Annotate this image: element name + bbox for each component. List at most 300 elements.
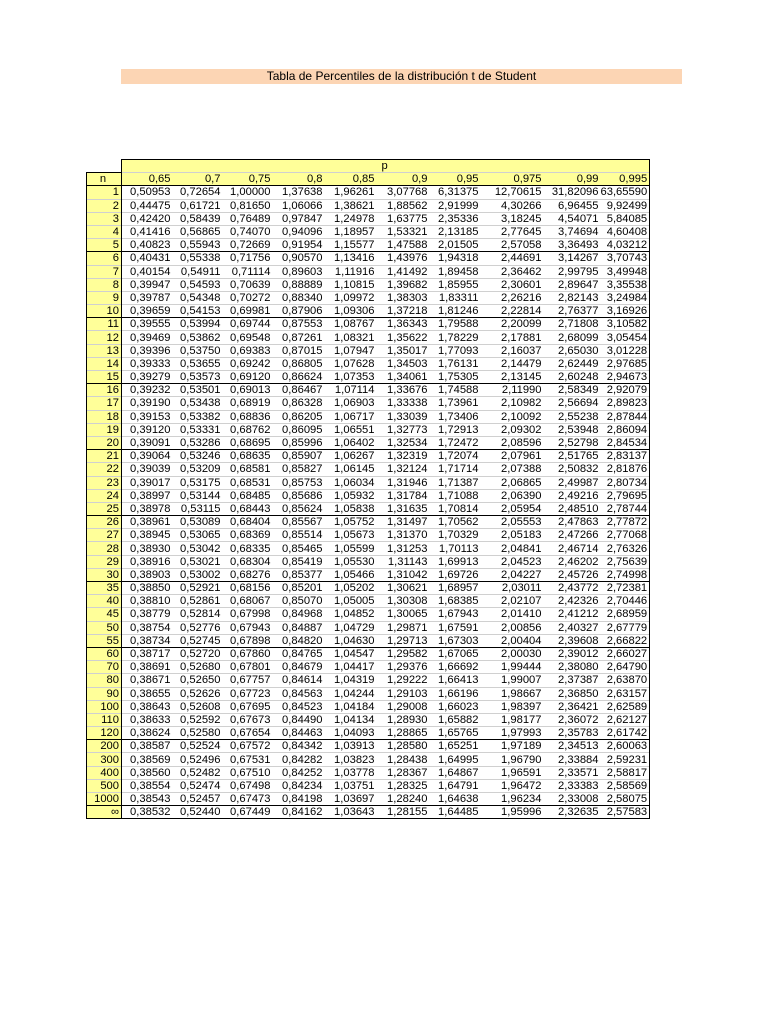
value-cell: 2,47863	[544, 516, 601, 529]
value-cell: 1,06066	[273, 199, 325, 212]
value-cell: 1,15577	[325, 239, 377, 252]
table-row	[87, 595, 650, 608]
value-cell: 0,50953	[122, 186, 173, 199]
value-cell: 0,71114	[223, 265, 273, 278]
value-cell: 0,52496	[173, 753, 223, 766]
value-cell: 1,71714	[430, 463, 481, 476]
value-cell: 0,52592	[173, 713, 223, 726]
value-cell: 1,33338	[377, 397, 430, 410]
table-row	[87, 291, 650, 304]
value-cell: 1,32773	[377, 423, 430, 436]
value-cell: 2,16037	[481, 344, 544, 357]
value-cell: 2,49216	[544, 489, 601, 502]
row-n-cell: 30	[87, 568, 122, 581]
value-cell: 1,66413	[430, 674, 481, 687]
value-cell: 0,38850	[122, 582, 173, 595]
value-cell: 1,72074	[430, 450, 481, 463]
value-cell: 1,71088	[430, 489, 481, 502]
value-cell: 0,53573	[173, 371, 223, 384]
value-cell: 0,69548	[223, 331, 273, 344]
value-cell: 0,76489	[223, 212, 273, 225]
value-cell: 0,52580	[173, 727, 223, 740]
value-cell: 2,89823	[601, 397, 650, 410]
row-n-cell: 4	[87, 225, 122, 238]
value-cell: 1,29713	[377, 634, 430, 647]
value-cell: 2,58817	[601, 766, 650, 779]
value-cell: 1,77093	[430, 344, 481, 357]
row-n-cell: 200	[87, 740, 122, 753]
value-cell: 0,94096	[273, 225, 325, 238]
value-cell: 1,43976	[377, 252, 430, 265]
row-n-cell: 12	[87, 331, 122, 344]
value-cell: 1,96591	[481, 766, 544, 779]
value-cell: 2,51765	[544, 450, 601, 463]
row-n-cell: 120	[87, 727, 122, 740]
table-row	[87, 423, 650, 436]
value-cell: 0,52457	[173, 793, 223, 806]
value-cell: 1,04729	[325, 621, 377, 634]
value-cell: 2,04227	[481, 568, 544, 581]
value-cell: 1,89458	[430, 265, 481, 278]
value-cell: 2,14479	[481, 357, 544, 370]
value-cell: 2,91999	[430, 199, 481, 212]
table-row	[87, 278, 650, 291]
value-cell: 1,64995	[430, 753, 481, 766]
value-cell: 2,65030	[544, 344, 601, 357]
value-cell: 0,68156	[223, 582, 273, 595]
value-cell: 0,38543	[122, 793, 173, 806]
value-cell: 1,66196	[430, 687, 481, 700]
value-cell: 0,38569	[122, 753, 173, 766]
value-cell: 0,39787	[122, 291, 173, 304]
value-cell: 1,99007	[481, 674, 544, 687]
value-cell: 1,67943	[430, 608, 481, 621]
value-cell: 2,76377	[544, 305, 601, 318]
row-n-cell: 20	[87, 436, 122, 449]
value-cell: 2,55238	[544, 410, 601, 423]
value-cell: 1,05005	[325, 595, 377, 608]
value-cell: 1,31635	[377, 502, 430, 515]
value-cell: 2,36462	[481, 265, 544, 278]
value-cell: 2,84534	[601, 436, 650, 449]
row-n-cell: 35	[87, 582, 122, 595]
value-cell: 0,38671	[122, 674, 173, 687]
value-cell: 1,99444	[481, 661, 544, 674]
value-cell: 2,41212	[544, 608, 601, 621]
value-cell: 2,13145	[481, 371, 544, 384]
value-cell: 1,33039	[377, 410, 430, 423]
value-cell: 1,70562	[430, 516, 481, 529]
value-cell: 1,73406	[430, 410, 481, 423]
row-n-cell: 23	[87, 476, 122, 489]
column-header: 0,975	[481, 173, 544, 186]
row-n-cell: 110	[87, 713, 122, 726]
table-row	[87, 713, 650, 726]
value-cell: 1,70113	[430, 542, 481, 555]
value-cell: 0,72654	[173, 186, 223, 199]
table-row	[87, 661, 650, 674]
value-cell: 0,67673	[223, 713, 273, 726]
value-cell: 1,74588	[430, 384, 481, 397]
value-cell: 0,69013	[223, 384, 273, 397]
value-cell: 1,72472	[430, 436, 481, 449]
value-cell: 0,53438	[173, 397, 223, 410]
value-cell: 2,01505	[430, 239, 481, 252]
row-n-cell: 100	[87, 700, 122, 713]
value-cell: 3,14267	[544, 252, 601, 265]
value-cell: 0,85377	[273, 568, 325, 581]
value-cell: 0,58439	[173, 212, 223, 225]
value-cell: 0,52650	[173, 674, 223, 687]
value-cell: 2,80734	[601, 476, 650, 489]
value-cell: 1,18957	[325, 225, 377, 238]
table-row	[87, 318, 650, 331]
value-cell: 1,66692	[430, 661, 481, 674]
value-cell: 2,77872	[601, 516, 650, 529]
row-n-cell: 9	[87, 291, 122, 304]
column-header: 0,7	[173, 173, 223, 186]
value-cell: 3,70743	[601, 252, 650, 265]
value-cell: 0,52524	[173, 740, 223, 753]
value-cell: 0,89603	[273, 265, 325, 278]
value-cell: 0,53115	[173, 502, 223, 515]
row-n-cell: 500	[87, 779, 122, 792]
value-cell: 0,74070	[223, 225, 273, 238]
value-cell: 2,10982	[481, 397, 544, 410]
value-cell: 2,60063	[601, 740, 650, 753]
row-n-cell: 45	[87, 608, 122, 621]
value-cell: 1,31784	[377, 489, 430, 502]
value-cell: 0,53042	[173, 542, 223, 555]
value-cell: 3,18245	[481, 212, 544, 225]
value-cell: 0,67531	[223, 753, 273, 766]
value-cell: 4,60408	[601, 225, 650, 238]
value-cell: 5,84085	[601, 212, 650, 225]
value-cell: 1,37638	[273, 186, 325, 199]
value-cell: 1,10815	[325, 278, 377, 291]
value-cell: 1,05932	[325, 489, 377, 502]
value-cell: 2,77645	[481, 225, 544, 238]
value-cell: 0,39120	[122, 423, 173, 436]
value-cell: 2,04841	[481, 542, 544, 555]
value-cell: 2,26216	[481, 291, 544, 304]
table-row	[87, 727, 650, 740]
value-cell: 0,67998	[223, 608, 273, 621]
value-cell: 0,84523	[273, 700, 325, 713]
row-n-cell: 400	[87, 766, 122, 779]
value-cell: 0,53862	[173, 331, 223, 344]
value-cell: 0,68836	[223, 410, 273, 423]
value-cell: 1,29376	[377, 661, 430, 674]
value-cell: 0,52861	[173, 595, 223, 608]
value-cell: 1,96790	[481, 753, 544, 766]
value-cell: 2,59231	[601, 753, 650, 766]
value-cell: 1,96472	[481, 779, 544, 792]
value-cell: 1,31253	[377, 542, 430, 555]
value-cell: 1,72913	[430, 423, 481, 436]
value-cell: 1,03751	[325, 779, 377, 792]
value-cell: 1,70329	[430, 529, 481, 542]
value-cell: 0,67801	[223, 661, 273, 674]
column-header: 0,8	[273, 173, 325, 186]
value-cell: 1,29103	[377, 687, 430, 700]
value-cell: 63,65590	[601, 186, 650, 199]
value-cell: 1,05202	[325, 582, 377, 595]
value-cell: 2,57583	[601, 806, 650, 819]
value-cell: 0,39190	[122, 397, 173, 410]
value-cell: 1,11916	[325, 265, 377, 278]
table-row	[87, 555, 650, 568]
value-cell: 4,30266	[481, 199, 544, 212]
value-cell: 0,67723	[223, 687, 273, 700]
value-cell: 2,36850	[544, 687, 601, 700]
value-cell: 2,48510	[544, 502, 601, 515]
value-cell: 0,84614	[273, 674, 325, 687]
value-cell: 1,04852	[325, 608, 377, 621]
table-row	[87, 305, 650, 318]
value-cell: 1,96261	[325, 186, 377, 199]
value-cell: 0,71756	[223, 252, 273, 265]
value-cell: 2,70446	[601, 595, 650, 608]
row-n-cell: 7	[87, 265, 122, 278]
value-cell: 0,38978	[122, 502, 173, 515]
row-n-cell: 16	[87, 384, 122, 397]
value-cell: 0,53175	[173, 476, 223, 489]
value-cell: 0,53331	[173, 423, 223, 436]
value-cell: 0,84234	[273, 779, 325, 792]
value-cell: 0,52680	[173, 661, 223, 674]
value-cell: 0,67898	[223, 634, 273, 647]
value-cell: 0,69383	[223, 344, 273, 357]
value-cell: 1,05673	[325, 529, 377, 542]
value-cell: 1,85955	[430, 278, 481, 291]
value-cell: 2,39012	[544, 647, 601, 660]
table-row	[87, 463, 650, 476]
value-cell: 0,53750	[173, 344, 223, 357]
value-cell: 2,49987	[544, 476, 601, 489]
value-cell: 1,07353	[325, 371, 377, 384]
value-cell: 0,52776	[173, 621, 223, 634]
value-cell: 0,84282	[273, 753, 325, 766]
value-cell: 0,84342	[273, 740, 325, 753]
table-row	[87, 779, 650, 792]
table-row	[87, 621, 650, 634]
value-cell: 1,32124	[377, 463, 430, 476]
value-cell: 0,87015	[273, 344, 325, 357]
value-cell: 0,87553	[273, 318, 325, 331]
value-cell: 2,50832	[544, 463, 601, 476]
table-row	[87, 239, 650, 252]
value-cell: 0,87906	[273, 305, 325, 318]
value-cell: 1,03643	[325, 806, 377, 819]
row-n-cell: 17	[87, 397, 122, 410]
value-cell: 1,28240	[377, 793, 430, 806]
value-cell: 3,24984	[601, 291, 650, 304]
value-cell: 2,47266	[544, 529, 601, 542]
value-cell: 2,43772	[544, 582, 601, 595]
value-cell: 1,98397	[481, 700, 544, 713]
value-cell: 2,32635	[544, 806, 601, 819]
value-cell: 1,65765	[430, 727, 481, 740]
table-row	[87, 252, 650, 265]
table-row	[87, 634, 650, 647]
value-cell: 0,68581	[223, 463, 273, 476]
value-cell: 2,92079	[601, 384, 650, 397]
value-cell: 2,36072	[544, 713, 601, 726]
value-cell: 2,46714	[544, 542, 601, 555]
value-cell: 3,05454	[601, 331, 650, 344]
value-cell: 2,01410	[481, 608, 544, 621]
value-cell: 0,84463	[273, 727, 325, 740]
value-cell: 2,06865	[481, 476, 544, 489]
row-n-cell: ∞	[87, 806, 122, 819]
value-cell: 0,67572	[223, 740, 273, 753]
value-cell: 1,70814	[430, 502, 481, 515]
value-cell: 0,68531	[223, 476, 273, 489]
value-cell: 1,09306	[325, 305, 377, 318]
table-row	[87, 516, 650, 529]
table-row	[87, 199, 650, 212]
table-row	[87, 529, 650, 542]
value-cell: 3,74694	[544, 225, 601, 238]
value-cell: 0,67860	[223, 647, 273, 660]
value-cell: 0,39017	[122, 476, 173, 489]
row-n-cell: 5	[87, 239, 122, 252]
value-cell: 1,30621	[377, 582, 430, 595]
value-cell: 0,67510	[223, 766, 273, 779]
value-cell: 2,33571	[544, 766, 601, 779]
value-cell: 0,68635	[223, 450, 273, 463]
value-cell: 1,67303	[430, 634, 481, 647]
value-cell: 2,66027	[601, 647, 650, 660]
value-cell: 0,39091	[122, 436, 173, 449]
value-cell: 0,85465	[273, 542, 325, 555]
value-cell: 1,66023	[430, 700, 481, 713]
value-cell: 1,05466	[325, 568, 377, 581]
value-cell: 3,10582	[601, 318, 650, 331]
value-cell: 2,22814	[481, 305, 544, 318]
value-cell: 2,46202	[544, 555, 601, 568]
value-cell: 2,63870	[601, 674, 650, 687]
value-cell: 6,31375	[430, 186, 481, 199]
value-cell: 2,87844	[601, 410, 650, 423]
value-cell: 12,70615	[481, 186, 544, 199]
value-cell: 1,07947	[325, 344, 377, 357]
value-cell: 2,68099	[544, 331, 601, 344]
value-cell: 0,53994	[173, 318, 223, 331]
value-cell: 31,82096	[544, 186, 601, 199]
value-cell: 1,04547	[325, 647, 377, 660]
value-cell: 1,06717	[325, 410, 377, 423]
value-cell: 1,28438	[377, 753, 430, 766]
value-cell: 0,39279	[122, 371, 173, 384]
value-cell: 2,00404	[481, 634, 544, 647]
value-cell: 0,85567	[273, 516, 325, 529]
value-cell: 1,03913	[325, 740, 377, 753]
row-n-cell: 13	[87, 344, 122, 357]
value-cell: 0,68369	[223, 529, 273, 542]
value-cell: 1,64638	[430, 793, 481, 806]
value-cell: 2,77068	[601, 529, 650, 542]
value-cell: 2,37387	[544, 674, 601, 687]
column-header: 0,995	[601, 173, 650, 186]
value-cell: 2,33383	[544, 779, 601, 792]
table-row	[87, 225, 650, 238]
table-row	[87, 265, 650, 278]
value-cell: 2,13185	[430, 225, 481, 238]
row-n-cell: 80	[87, 674, 122, 687]
value-cell: 1,04319	[325, 674, 377, 687]
row-n-cell: 19	[87, 423, 122, 436]
value-cell: 0,52482	[173, 766, 223, 779]
column-header-row	[87, 173, 650, 186]
value-cell: 1,75305	[430, 371, 481, 384]
value-cell: 1,04184	[325, 700, 377, 713]
value-cell: 0,88340	[273, 291, 325, 304]
column-header: 0,9	[377, 173, 430, 186]
value-cell: 0,38587	[122, 740, 173, 753]
value-cell: 0,38717	[122, 647, 173, 660]
value-cell: 0,69744	[223, 318, 273, 331]
value-cell: 2,79695	[601, 489, 650, 502]
value-cell: 0,38779	[122, 608, 173, 621]
value-cell: 0,85827	[273, 463, 325, 476]
value-cell: 1,68385	[430, 595, 481, 608]
value-cell: 1,32319	[377, 450, 430, 463]
row-n-cell: 28	[87, 542, 122, 555]
value-cell: 2,94673	[601, 371, 650, 384]
value-cell: 0,54153	[173, 305, 223, 318]
value-cell: 2,38080	[544, 661, 601, 674]
value-cell: 1,08321	[325, 331, 377, 344]
value-cell: 0,52921	[173, 582, 223, 595]
value-cell: 0,87261	[273, 331, 325, 344]
value-cell: 1,34061	[377, 371, 430, 384]
value-cell: 2,72381	[601, 582, 650, 595]
value-cell: 2,40327	[544, 621, 601, 634]
value-cell: 1,28865	[377, 727, 430, 740]
value-cell: 1,31497	[377, 516, 430, 529]
value-cell: 0,61721	[173, 199, 223, 212]
value-cell: 0,40823	[122, 239, 173, 252]
row-n-cell: 14	[87, 357, 122, 370]
value-cell: 1,06267	[325, 450, 377, 463]
value-cell: 2,42326	[544, 595, 601, 608]
value-cell: 0,84887	[273, 621, 325, 634]
value-cell: 0,68335	[223, 542, 273, 555]
value-cell: 1,76131	[430, 357, 481, 370]
value-cell: 2,07388	[481, 463, 544, 476]
row-n-cell: 1	[87, 186, 122, 199]
value-cell: 2,71808	[544, 318, 601, 331]
value-cell: 0,38903	[122, 568, 173, 581]
value-cell: 2,61742	[601, 727, 650, 740]
value-cell: 1,06551	[325, 423, 377, 436]
value-cell: 0,55943	[173, 239, 223, 252]
value-cell: 0,85907	[273, 450, 325, 463]
value-cell: 0,68404	[223, 516, 273, 529]
value-cell: 0,85686	[273, 489, 325, 502]
value-cell: 0,68067	[223, 595, 273, 608]
value-cell: 1,98667	[481, 687, 544, 700]
value-cell: 2,04523	[481, 555, 544, 568]
value-cell: 0,67498	[223, 779, 273, 792]
value-cell: 1,28325	[377, 779, 430, 792]
value-cell: 0,38560	[122, 766, 173, 779]
p-header: p	[122, 160, 650, 173]
value-cell: 1,31946	[377, 476, 430, 489]
value-cell: 1,94318	[430, 252, 481, 265]
